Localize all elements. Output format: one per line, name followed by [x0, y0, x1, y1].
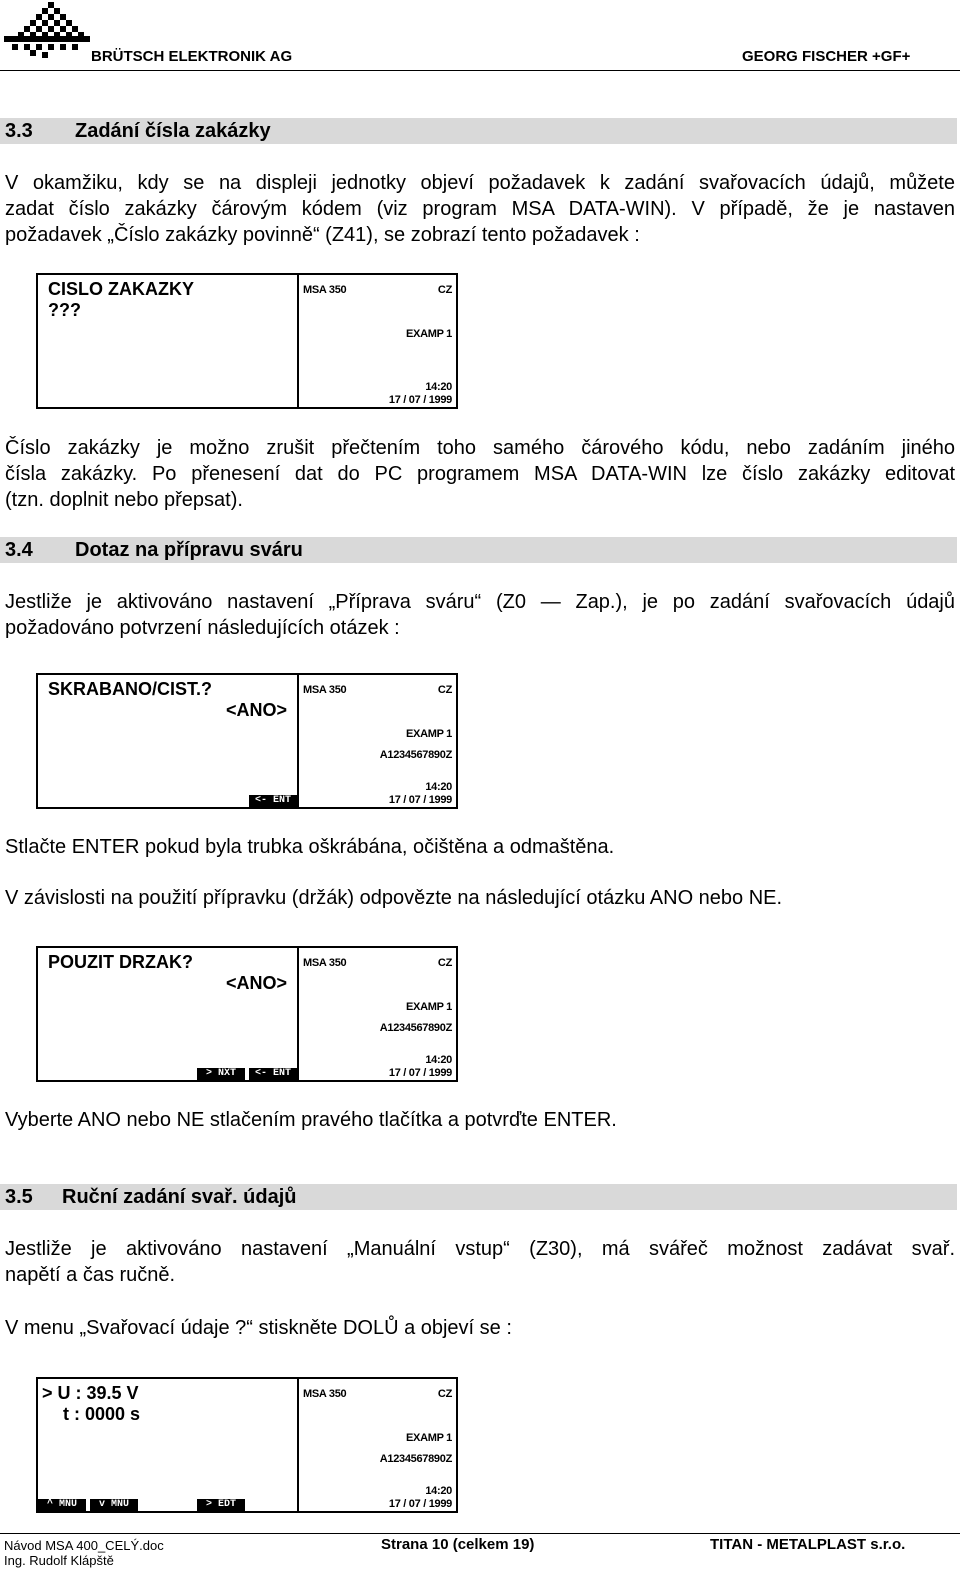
paragraph-3 [5, 589, 955, 641]
paragraph-5: V závislosti na použití přípravku (držák) odpovězte na následující otázku ANO nebo NE. [5, 887, 783, 909]
lcd-line-1: SKRABANO/CIST.? [48, 679, 213, 699]
header-left: BRÜTSCH ELEKTRONIK AG [91, 48, 293, 65]
text-line: (tzn. doplnit nebo přepsat). [5, 489, 243, 511]
lcd-date: 17 / 07 / 1999 [388, 794, 452, 806]
text-line: Jestliže je aktivováno nastavení „Příprava sváru“ (Z0 — Zap.), je po zadání svařovacích údajů [5, 591, 955, 613]
paragraph-1 [5, 170, 955, 248]
section-heading-3-5 [0, 1184, 957, 1210]
lcd-time: 14:20 [425, 781, 452, 793]
text-line: požadavek „Číslo zakázky povinně“ (Z41), se zobrazí tento požadavek : [5, 224, 640, 246]
company-logo [4, 2, 90, 62]
softkey-menu-up: ^ MNU [38, 1499, 86, 1511]
lcd-time: 14:20 [425, 1485, 452, 1497]
lcd-display-fixture-question [36, 946, 458, 1082]
lcd-language: CZ [437, 284, 452, 296]
section-number: 3.5 [5, 1186, 33, 1208]
text-line: Číslo zakázky je možno zrušit přečtením toho samého čárového kódu, nebo zadáním jiného [5, 437, 955, 459]
footer-page: Strana 10 (celkem 19) [381, 1536, 535, 1553]
softkey-enter: <- ENT [249, 795, 297, 807]
lcd-barcode: A1234567890Z [379, 749, 452, 761]
section-heading-3-4 [0, 537, 957, 563]
lcd-barcode: A1234567890Z [379, 1022, 452, 1034]
lcd-display-order-number [36, 273, 458, 409]
lcd-line-1: CISLO ZAKAZKY [48, 279, 194, 299]
section-title: Zadání čísla zakázky [75, 120, 271, 142]
lcd-example: EXAMP 1 [406, 328, 452, 340]
lcd-line-1: > U : 39.5 V [42, 1383, 139, 1403]
lcd-time: 14:20 [425, 1054, 452, 1066]
lcd-barcode: A1234567890Z [379, 1453, 452, 1465]
paragraph-6: Vyberte ANO nebo NE stlačením pravého tlačítka a potvrďte ENTER. [5, 1109, 617, 1131]
section-title: Ruční zadání svař. údajů [62, 1186, 297, 1208]
lcd-example: EXAMP 1 [406, 1001, 452, 1013]
lcd-model: MSA 350 [303, 284, 347, 296]
footer-rule [0, 1533, 960, 1534]
softkey-next: > NXT [197, 1068, 245, 1080]
lcd-model: MSA 350 [303, 1388, 347, 1400]
lcd-example: EXAMP 1 [406, 728, 452, 740]
lcd-display-prep-question [36, 673, 458, 809]
footer-file: Návod MSA 400_CELÝ.doc [4, 1538, 164, 1553]
lcd-language: CZ [437, 684, 452, 696]
section-number: 3.4 [5, 539, 33, 561]
footer-author: Ing. Rudolf Klápště [4, 1553, 114, 1568]
section-number: 3.3 [5, 120, 33, 142]
softkey-menu-down: v MNU [90, 1499, 138, 1511]
lcd-time: 14:20 [425, 381, 452, 393]
paragraph-7 [5, 1236, 955, 1288]
text-line: Jestliže je aktivováno nastavení „Manuální vstup“ (Z30), má svářeč možnost zadávat svař. [5, 1238, 955, 1260]
header-right: GEORG FISCHER +GF+ [742, 48, 911, 65]
header-rule [0, 70, 960, 71]
lcd-line-2: <ANO> [226, 700, 288, 720]
lcd-example: EXAMP 1 [406, 1432, 452, 1444]
text-line: napětí a čas ručně. [5, 1264, 176, 1286]
lcd-display-manual-entry [36, 1377, 458, 1513]
lcd-line-2: <ANO> [226, 973, 288, 993]
lcd-date: 17 / 07 / 1999 [388, 394, 452, 406]
footer-company: TITAN - METALPLAST s.r.o. [710, 1536, 906, 1553]
lcd-language: CZ [437, 1388, 452, 1400]
paragraph-2 [5, 435, 955, 513]
lcd-language: CZ [437, 957, 452, 969]
softkey-enter: <- ENT [249, 1068, 297, 1080]
lcd-line-2: ??? [48, 300, 81, 320]
lcd-date: 17 / 07 / 1999 [388, 1498, 452, 1510]
softkey-edit: > EDT [197, 1499, 245, 1511]
text-line: zadat číslo zakázky čárovým kódem (viz program MSA DATA-WIN). V případě, že je nastaven [5, 198, 955, 220]
section-title: Dotaz na přípravu sváru [75, 539, 303, 561]
lcd-model: MSA 350 [303, 684, 347, 696]
lcd-date: 17 / 07 / 1999 [388, 1067, 452, 1079]
lcd-line-2: t : 0000 s [63, 1404, 141, 1424]
lcd-line-1: POUZIT DRZAK? [48, 952, 193, 972]
paragraph-8: V menu „Svařovací údaje ?“ stiskněte DOLŮ a objeví se : [5, 1317, 512, 1339]
text-line: V okamžiku, kdy se na displeji jednotky objeví požadavek k zadání svařovacích údajů, můžete [5, 172, 955, 194]
text-line: čísla zakázky. Po přenesení dat do PC programem MSA DATA-WIN lze číslo zakázky editovat [5, 463, 955, 485]
text-line: požadováno potvrzení následujících otázek : [5, 617, 400, 639]
section-heading-3-3 [0, 118, 957, 144]
paragraph-4: Stlačte ENTER pokud byla trubka oškrábána, očištěna a odmaštěna. [5, 836, 615, 858]
lcd-model: MSA 350 [303, 957, 347, 969]
